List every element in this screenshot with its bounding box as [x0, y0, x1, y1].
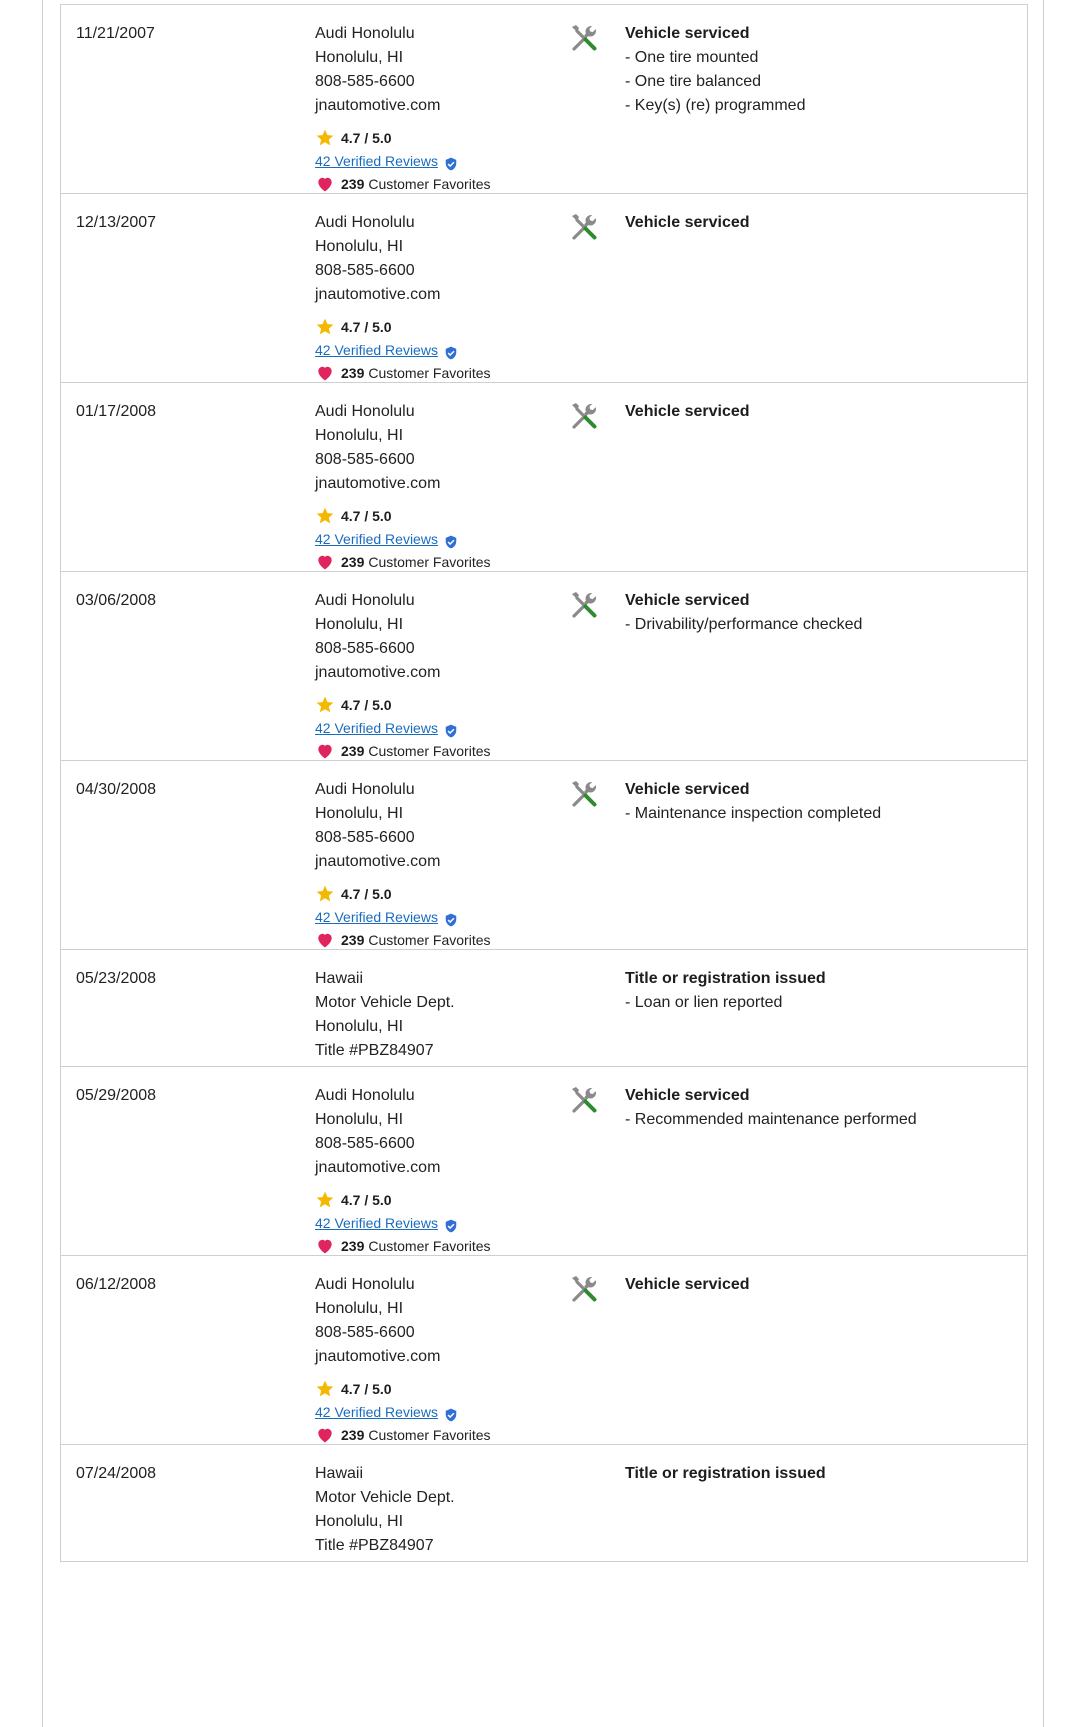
verified-reviews-link[interactable]: 42 Verified Reviews	[315, 908, 438, 925]
history-record	[61, 761, 1027, 950]
comment-title: Vehicle serviced	[625, 1276, 750, 1293]
comment-title: Vehicle serviced	[625, 1087, 750, 1104]
favorites-label: Customer Favorites	[368, 364, 491, 381]
record-comments	[625, 1462, 826, 1486]
record-comments	[625, 778, 881, 826]
vehicle-history-table	[60, 4, 1028, 1562]
favorites-row	[315, 739, 491, 762]
verified-shield-icon	[444, 1216, 458, 1230]
source-line: Audi Honolulu	[315, 1087, 415, 1104]
wrench-screwdriver-icon	[569, 779, 599, 809]
rating-row	[315, 882, 491, 905]
dealer-rating	[315, 1188, 491, 1257]
favorites-count: 239	[341, 1237, 365, 1254]
source-line: 808-585-6600	[315, 829, 415, 846]
record-comments	[625, 589, 862, 637]
dealer-rating	[315, 882, 491, 951]
favorites-count: 239	[341, 553, 365, 570]
source-line: Motor Vehicle Dept.	[315, 994, 455, 1011]
dealer-website: jnautomotive.com	[315, 1159, 441, 1176]
star-icon	[315, 1379, 335, 1399]
favorites-row	[315, 1423, 491, 1446]
star-icon	[315, 884, 335, 904]
verified-reviews-link[interactable]: 42 Verified Reviews	[315, 341, 438, 358]
favorites-count: 239	[341, 1426, 365, 1443]
dealer-website: jnautomotive.com	[315, 664, 441, 681]
record-date: 05/29/2008	[76, 1087, 157, 1104]
record-source	[315, 1273, 491, 1446]
history-record	[61, 5, 1027, 194]
verified-shield-icon	[444, 532, 458, 546]
verified-reviews-link[interactable]: 42 Verified Reviews	[315, 530, 438, 547]
dealer-website: jnautomotive.com	[315, 475, 441, 492]
source-line: Motor Vehicle Dept.	[315, 1489, 455, 1506]
dealer-website: jnautomotive.com	[315, 853, 441, 870]
record-source	[315, 400, 491, 573]
favorites-label: Customer Favorites	[368, 1426, 491, 1443]
rating-row	[315, 1188, 491, 1211]
rating-value: 4.7 / 5.0	[341, 696, 392, 713]
favorites-label: Customer Favorites	[368, 1237, 491, 1254]
verified-shield-icon	[444, 721, 458, 735]
verified-shield-icon	[444, 343, 458, 357]
source-line: Honolulu, HI	[315, 49, 404, 66]
wrench-screwdriver-icon	[569, 23, 599, 53]
source-line: Honolulu, HI	[315, 1018, 404, 1035]
history-record	[61, 1256, 1027, 1445]
source-line: Honolulu, HI	[315, 1300, 404, 1317]
source-line: Title #PBZ84907	[315, 1042, 434, 1059]
record-source	[315, 967, 455, 1063]
reviews-row	[315, 905, 491, 928]
record-comments	[625, 1084, 917, 1132]
verified-shield-icon	[444, 1405, 458, 1419]
comment-title: Title or registration issued	[625, 1465, 826, 1482]
record-date: 01/17/2008	[76, 403, 157, 420]
dealer-rating	[315, 1377, 491, 1446]
source-line: 808-585-6600	[315, 640, 415, 657]
comment-item: - Recommended maintenance performed	[625, 1111, 917, 1128]
verified-reviews-link[interactable]: 42 Verified Reviews	[315, 1214, 438, 1231]
favorites-row	[315, 928, 491, 951]
comment-item: - Key(s) (re) programmed	[625, 97, 806, 114]
heart-icon	[315, 363, 335, 383]
comment-title: Vehicle serviced	[625, 781, 750, 798]
comment-title: Title or registration issued	[625, 970, 826, 987]
source-line: Audi Honolulu	[315, 25, 415, 42]
reviews-row	[315, 149, 491, 172]
source-line: Honolulu, HI	[315, 805, 404, 822]
source-line: Title #PBZ84907	[315, 1537, 434, 1554]
dealer-website: jnautomotive.com	[315, 97, 441, 114]
comment-title: Vehicle serviced	[625, 403, 750, 420]
verified-reviews-link[interactable]: 42 Verified Reviews	[315, 1403, 438, 1420]
record-comments	[625, 211, 750, 235]
rating-row	[315, 1377, 491, 1400]
source-line: Audi Honolulu	[315, 781, 415, 798]
heart-icon	[315, 741, 335, 761]
dealer-rating	[315, 315, 491, 384]
rating-value: 4.7 / 5.0	[341, 1380, 392, 1397]
comment-title: Vehicle serviced	[625, 214, 750, 231]
record-date: 05/23/2008	[76, 970, 157, 987]
comment-title: Vehicle serviced	[625, 592, 750, 609]
star-icon	[315, 1190, 335, 1210]
favorites-row	[315, 361, 491, 384]
source-line: Audi Honolulu	[315, 403, 415, 420]
reviews-row	[315, 527, 491, 550]
rating-value: 4.7 / 5.0	[341, 885, 392, 902]
record-source	[315, 589, 491, 762]
rating-value: 4.7 / 5.0	[341, 129, 392, 146]
record-source	[315, 211, 491, 384]
wrench-screwdriver-icon	[569, 1085, 599, 1115]
record-source	[315, 778, 491, 951]
history-record	[61, 1445, 1027, 1562]
favorites-row	[315, 1234, 491, 1257]
favorites-label: Customer Favorites	[368, 553, 491, 570]
record-date: 04/30/2008	[76, 781, 157, 798]
history-record	[61, 572, 1027, 761]
wrench-screwdriver-icon	[569, 1274, 599, 1304]
rating-row	[315, 693, 491, 716]
record-date: 12/13/2007	[76, 214, 157, 231]
source-line: Audi Honolulu	[315, 1276, 415, 1293]
favorites-label: Customer Favorites	[368, 931, 491, 948]
rating-value: 4.7 / 5.0	[341, 1191, 392, 1208]
source-line: Honolulu, HI	[315, 1513, 404, 1530]
source-line: Audi Honolulu	[315, 214, 415, 231]
favorites-count: 239	[341, 175, 365, 192]
star-icon	[315, 128, 335, 148]
source-line: Honolulu, HI	[315, 238, 404, 255]
heart-icon	[315, 174, 335, 194]
history-record	[61, 1067, 1027, 1256]
source-line: Honolulu, HI	[315, 427, 404, 444]
wrench-screwdriver-icon	[569, 590, 599, 620]
record-comments	[625, 400, 750, 424]
dealer-rating	[315, 504, 491, 573]
reviews-row	[315, 1211, 491, 1234]
record-comments	[625, 967, 826, 1015]
history-record	[61, 950, 1027, 1067]
wrench-screwdriver-icon	[569, 212, 599, 242]
wrench-screwdriver-icon	[569, 401, 599, 431]
verified-reviews-link[interactable]: 42 Verified Reviews	[315, 719, 438, 736]
source-line: 808-585-6600	[315, 262, 415, 279]
source-line: Hawaii	[315, 970, 364, 987]
heart-icon	[315, 552, 335, 572]
dealer-website: jnautomotive.com	[315, 1348, 441, 1365]
record-source	[315, 1084, 491, 1257]
reviews-row	[315, 1400, 491, 1423]
heart-icon	[315, 930, 335, 950]
source-line: 808-585-6600	[315, 1135, 415, 1152]
source-line: 808-585-6600	[315, 451, 415, 468]
verified-reviews-link[interactable]: 42 Verified Reviews	[315, 152, 438, 169]
rating-row	[315, 126, 491, 149]
comment-item: - One tire mounted	[625, 49, 759, 66]
heart-icon	[315, 1236, 335, 1256]
comment-item: - Maintenance inspection completed	[625, 805, 882, 822]
record-date: 06/12/2008	[76, 1276, 157, 1293]
rating-value: 4.7 / 5.0	[341, 507, 392, 524]
dealer-website: jnautomotive.com	[315, 286, 441, 303]
comment-item: - Drivability/performance checked	[625, 616, 863, 633]
comment-title: Vehicle serviced	[625, 25, 750, 42]
dealer-rating	[315, 693, 491, 762]
source-line: Honolulu, HI	[315, 1111, 404, 1128]
record-source	[315, 22, 491, 195]
record-comments	[625, 22, 805, 118]
source-line: 808-585-6600	[315, 1324, 415, 1341]
reviews-row	[315, 338, 491, 361]
dealer-rating	[315, 126, 491, 195]
source-line: Honolulu, HI	[315, 616, 404, 633]
verified-shield-icon	[444, 910, 458, 924]
favorites-row	[315, 550, 491, 573]
star-icon	[315, 695, 335, 715]
record-date: 07/24/2008	[76, 1465, 157, 1482]
verified-shield-icon	[444, 154, 458, 168]
record-source	[315, 1462, 455, 1558]
rating-row	[315, 315, 491, 338]
reviews-row	[315, 716, 491, 739]
source-line: Audi Honolulu	[315, 592, 415, 609]
favorites-label: Customer Favorites	[368, 742, 491, 759]
favorites-count: 239	[341, 931, 365, 948]
comment-item: - Loan or lien reported	[625, 994, 783, 1011]
rating-value: 4.7 / 5.0	[341, 318, 392, 335]
source-line: Hawaii	[315, 1465, 364, 1482]
favorites-count: 239	[341, 742, 365, 759]
favorites-label: Customer Favorites	[368, 175, 491, 192]
heart-icon	[315, 1425, 335, 1445]
record-date: 11/21/2007	[76, 25, 155, 42]
star-icon	[315, 317, 335, 337]
history-record	[61, 383, 1027, 572]
record-comments	[625, 1273, 750, 1297]
favorites-count: 239	[341, 364, 365, 381]
source-line: 808-585-6600	[315, 73, 415, 90]
favorites-row	[315, 172, 491, 195]
history-record	[61, 194, 1027, 383]
comment-item: - One tire balanced	[625, 73, 762, 90]
star-icon	[315, 506, 335, 526]
rating-row	[315, 504, 491, 527]
record-date: 03/06/2008	[76, 592, 157, 609]
